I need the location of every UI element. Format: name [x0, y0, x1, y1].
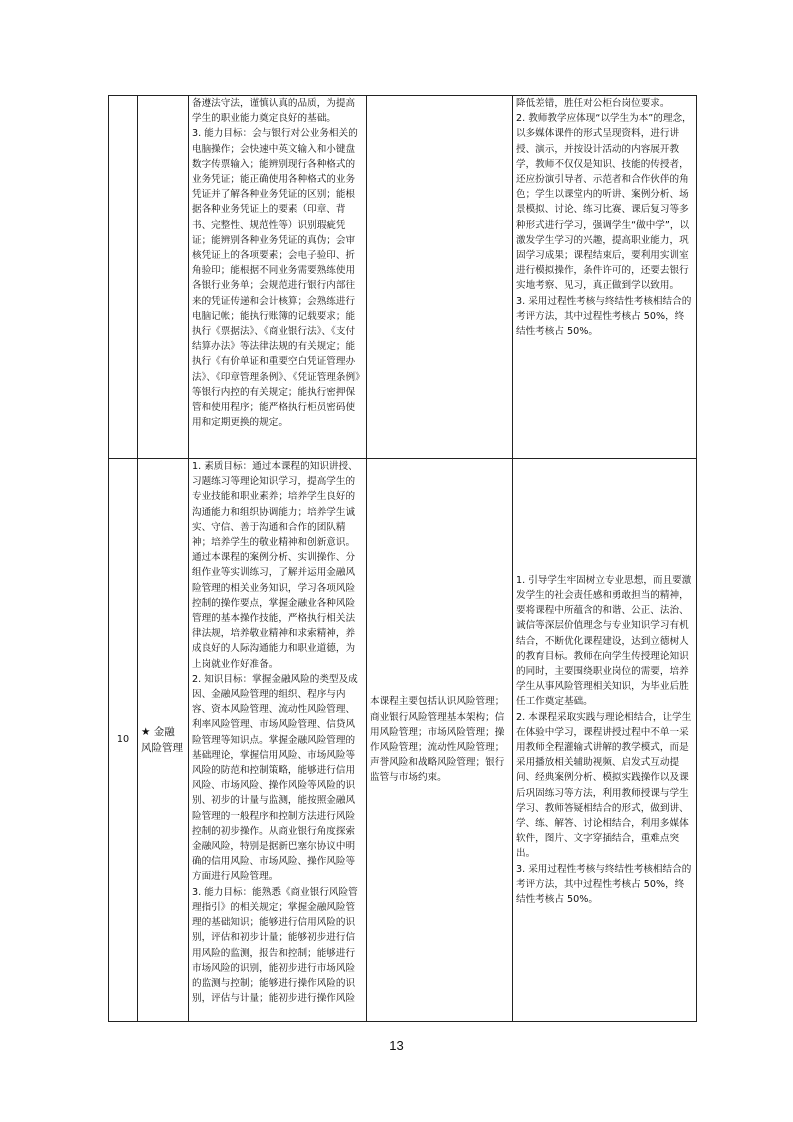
objectives-cell: [189, 459, 367, 1022]
table-row: [109, 459, 697, 1022]
course-name-cell: [138, 96, 189, 459]
page-number: 13: [389, 1038, 404, 1053]
objectives-cell: [189, 96, 367, 459]
requirement-paragraph: 降低差错，胜任对公柜台岗位要求。: [516, 98, 670, 109]
objective-paragraph: 3. 能力目标：会与银行对公业务相关的电脑操作；会快速中英文输入和小键盘数字传票输入；能辨别现行各种格式的业务凭证；能正确使用各种格式的业务凭证并了解各种业务凭证的区别；能根据各种业务凭证上的要素（印章、背书、完整性、规范性等）识别瑕疵凭证；能辨别各种业务凭证的真伪；会审核凭证上的各项要素；会电子验印、折角验印；能根据不同业务需要熟练使用各银行业务单；会规范进行银行内部往来的凭证传递和会计核算；会熟练进行电脑记帐；能执行账簿的记载要求；能执行《票据法》、《商业银行法》、《支付结算办法》等法律法规的有关规定；能执行《有价单证和重要空白凭证管理办法》、《印章管理条例》、《凭证管理条例》等银行内控的有关规定；能执行密押保管和使用程序；能严格执行柜员密码使用和定期更换的规定。: [192, 128, 360, 429]
requirements-cell: [513, 459, 697, 1022]
row-number-cell: 10: [109, 459, 138, 1022]
requirement-paragraph: 2. 本课程采取实践与理论相结合，让学生在体验中学习，课程讲授过程中不单一采用教师全程灌输式讲解的教学模式，而是采用播放相关辅助视频、启发式互动提问、经典案例分析、模拟实践操作以及课后巩固练习等方法，利用教师授课与学生学习、教师答疑相结合的形式，做到讲、学、练、解答、讨论相结合，利用多媒体软件，图片、文字穿插结合，重难点突出。: [516, 711, 692, 860]
objective-paragraph: 1. 素质目标：通过本课程的知识讲授、习题练习等理论知识学习，提高学生的专业技能和职业素养；培养学生良好的沟通能力和组织协调能力；培养学生诚实、守信、善于沟通和合作的团队精神；培养学生的敬业精神和创新意识。通过本课程的案例分析、实训操作、分组作业等实训练习，了解并运用金融风险管理的相关业务知识，学习各项风险控制的操作要点，掌握金融业各种风险管理的基本操作技能，严格执行相关法律法规，培养敬业精神和求索精神，养成良好的人际沟通能力和职业道德，为上岗就业作好准备。: [192, 461, 358, 670]
requirement-paragraph: 3. 采用过程性考核与终结性考核相结合的考评方法，其中过程性考核占 50%，终结性考核占 50%。: [516, 863, 692, 906]
objective-paragraph: 备遵法守法，谨慎认真的品质，为提高学生的职业能力奠定良好的基础。: [192, 98, 356, 125]
content-cell: [367, 96, 513, 459]
requirement-paragraph: 3. 采用过程性考核与终结性考核相结合的考评方法，其中过程性考核占 50%，终结性考核占 50%。: [516, 295, 692, 338]
course-table: [108, 95, 697, 1022]
content-cell: 本课程主要包括认识风险管理；商业银行风险管理基本架构；信用风险管理；市场风险管理；操作风险管理；流动性风险管理；声誉风险和战略风险管理；银行监管与市场约束。: [367, 459, 513, 1022]
objective-paragraph: 3. 能力目标：能熟悉《商业银行风险管理指引》的相关规定；掌握金融风险管理的基础知识；能够进行信用风险的识别，评估和初步计量；能够初步进行信用风险的监测，报告和控制；能够进行市场风险的识别，能初步进行市场风险的监测与控制；能够进行操作风险的识别，评估与计量；能初步进行操作风险: [192, 886, 358, 1005]
table-row: [109, 96, 697, 459]
requirement-paragraph: 1. 引导学生牢固树立专业思想，而且要激发学生的社会责任感和勇敢担当的精神，要将课程中所蕴含的和谐、公正、法治、诚信等深层价值理念与专业知识学习有机结合，不断优化课程建设，达到立德树人的教育目标。教师在向学生传授理论知识的同时，主要围绕职业岗位的需要，培养学生从事风险管理相关知识，为毕业后胜任工作奠定基础。: [516, 574, 692, 708]
objective-paragraph: 2. 知识目标：掌握金融风险的类型及成因、金融风险管理的组织、程序与内容、资本风险管理、流动性风险管理、利率风险管理、市场风险管理、信贷风险管理等知识点。掌握金融风险管理的基础理论，掌握信用风险、市场风险等风险的防范和控制策略，能够进行信用风险、市场风险、操作风险等风险的识别、初步的计量与监测，能按照金融风险管理的一般程序和控制方法进行风险控制的初步操作。从商业银行角度探索金融风险，特别是据新巴塞尔协议中明确的信用风险、市场风险、操作风险等方面进行风险管理。: [192, 673, 358, 883]
row-number-cell: [109, 96, 138, 459]
requirements-cell: [513, 96, 697, 459]
requirement-paragraph: 2. 教师教学应体现“以学生为本”的理念，以多媒体课件的形式呈现资料，进行讲授、演示，并按设计活动的内容展开教学，教师不仅仅是知识、技能的传授者，还应扮演引导者、示范者和合作伙伴的角色；学生以课堂内的听讲、案例分析、场景模拟、讨论、练习比赛、课后复习等多种形式进行学习，强调学生“做中学”，以激发学生学习的兴趣，提高职业能力，巩固学习成果；课程结束后，要利用实训室进行模拟操作，条件许可的，还要去银行实地考察、见习，真正做到学以致用。: [516, 113, 692, 292]
course-name-cell: ★ 金融风险管理: [138, 459, 189, 1022]
